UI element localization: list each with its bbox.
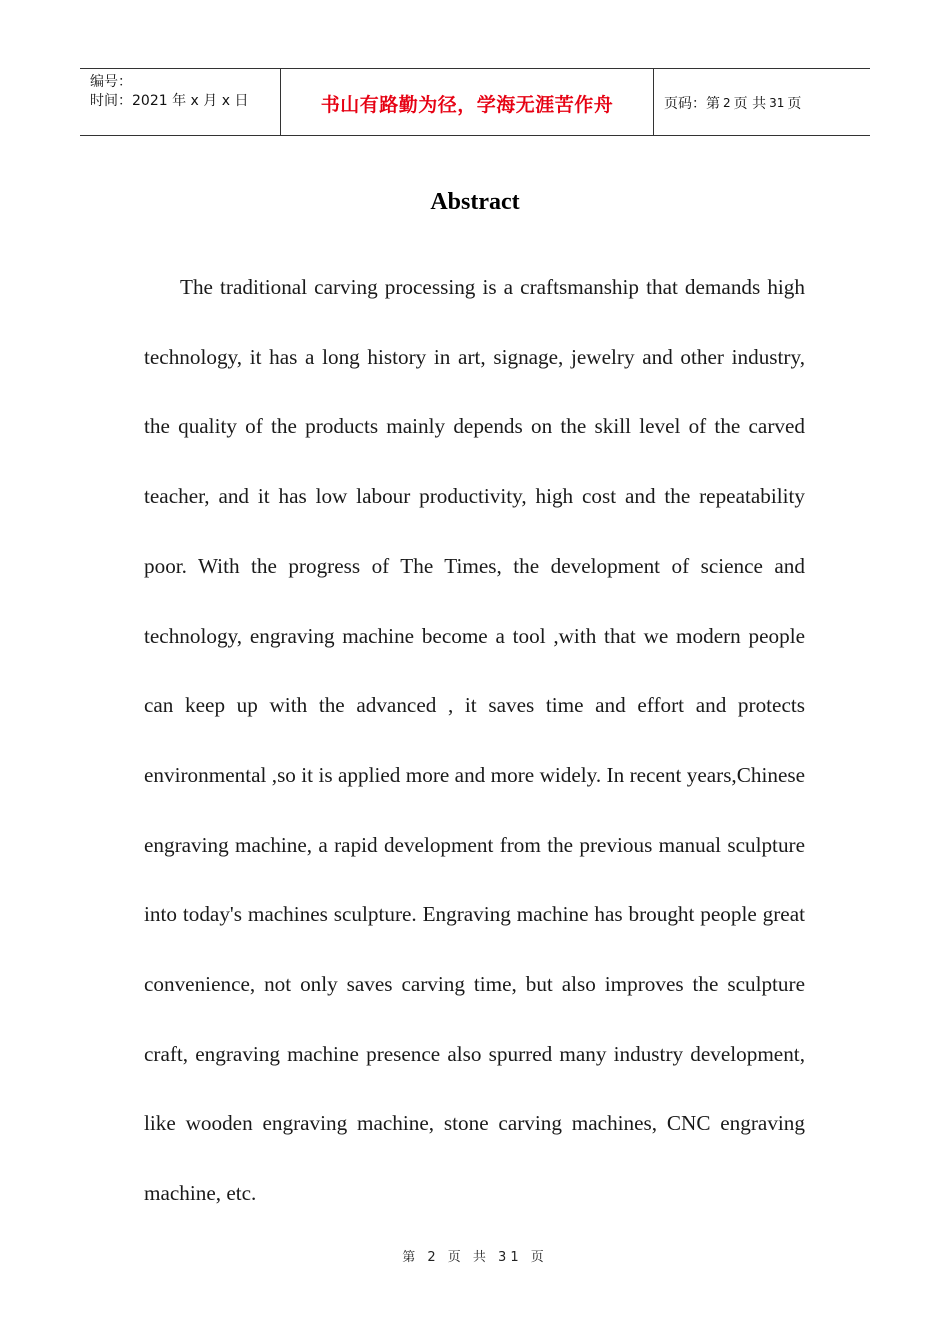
abstract-paragraph: The traditional carving processing is a craftsmanship that demands high technology, it has a long history in art, signage, jewelry and other industry, the quality of the products mainly depends on the skill level of the carved teacher, and it has low labour productivity, high cost and the repeatability poor. With the progress of The Times, the development of science and technology, engraving machine become a tool ,with that we modern people can keep up with the advanced , it saves time and effort and protects environmental ,so it is applied more and more widely. In recent years,Chinese engraving machine, a rapid development from the previous manual sculpture into today's machines sculpture. Engraving machine has brought people great convenience, not only saves carving time, but also improves the sculpture craft, engraving machine presence also spurred many industry development, like wooden engraving machine, stone carving machines, CNC engraving machine, etc. bbox=[144, 275, 805, 1206]
page-label-prefix: 页码：第 bbox=[664, 96, 720, 112]
document-date-label: 时间：2021 年 x 月 x 日 bbox=[90, 93, 249, 109]
page-total-number: 31 bbox=[769, 96, 785, 110]
header-page-cell bbox=[654, 69, 870, 135]
page-label-suffix: 页 bbox=[787, 96, 802, 112]
header-meta-cell bbox=[80, 69, 281, 135]
header-motto: 书山有路勤为径，学海无涯苦作舟 bbox=[320, 93, 614, 116]
page-header bbox=[80, 68, 870, 136]
page-footer: 第 2 页 共 31 页 bbox=[402, 1250, 548, 1265]
page-current-number: 2 bbox=[723, 96, 731, 110]
document-title: Abstract bbox=[430, 189, 520, 215]
document-number-label: 编号： bbox=[90, 74, 132, 90]
header-motto-cell bbox=[281, 69, 654, 135]
page-label-mid: 页 共 bbox=[733, 96, 767, 112]
